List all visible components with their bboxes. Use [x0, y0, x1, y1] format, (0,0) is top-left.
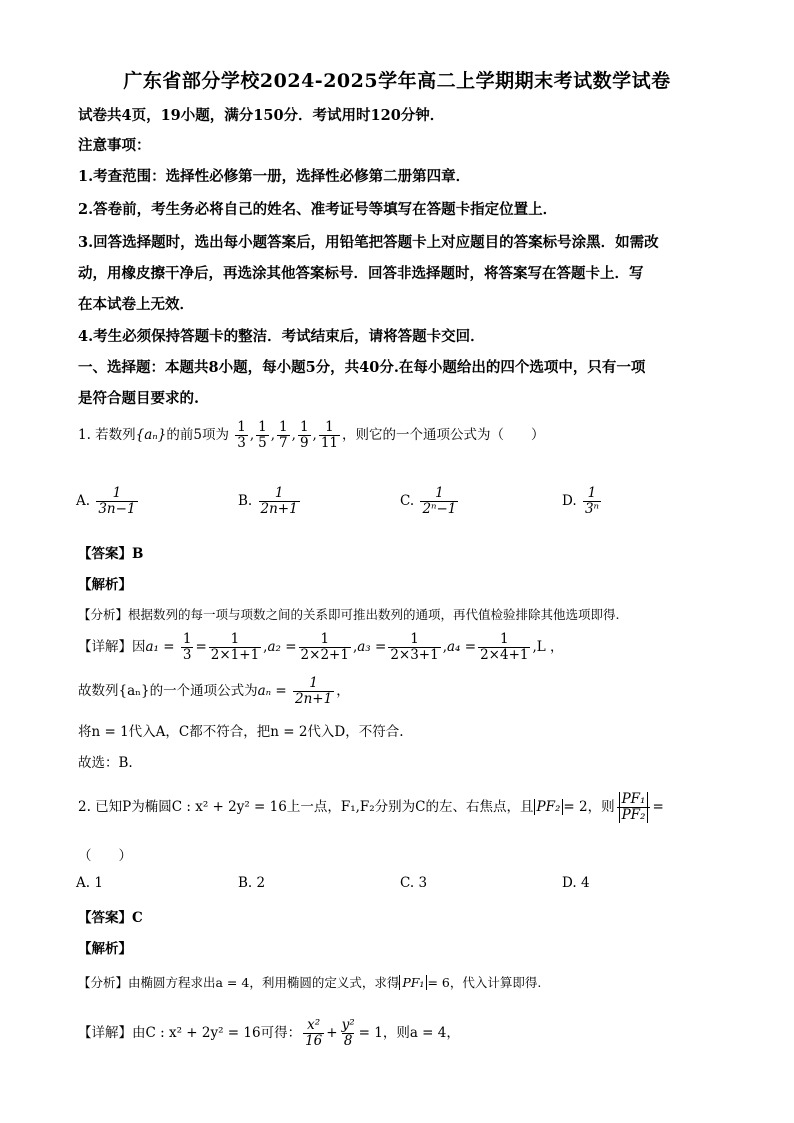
q2-option-a: A. 1	[76, 875, 103, 891]
q2-answer: 【答案】C	[78, 910, 143, 926]
term-4: $\frac{1}{9}$	[299, 419, 309, 451]
q1-analysis-tag: 【解析】	[78, 577, 132, 593]
q1-answer: 【答案】B	[78, 546, 144, 562]
notice-3-line2: 动，用橡皮擦干净后，再选涂其他答案标号．回答非选择题时，将答案写在答题卡上．写	[78, 265, 644, 282]
q2-paren: （ ）	[78, 848, 132, 864]
q2-fenxi: 【分析】由椭圆方程求出a = 4，利用椭圆的定义式，求得 PF₁ = 6，代入计算即得.	[78, 975, 542, 990]
q1-check: 将n = 1代入A，C都不符合，把n = 2代入D，不符合.	[78, 724, 404, 740]
q1-formula: 故数列{aₙ}的一个通项公式为aₙ = $\frac{1}{2n+1}$ ，	[78, 675, 350, 707]
q1-option-c: C. $\frac{1}{\text{2ⁿ−1}}$	[400, 485, 457, 517]
q2-option-c: C. 3	[400, 875, 428, 891]
q2-detail: 【详解】由C : x² + 2y² = 16可得： $\frac{\text{x²}}{16}$ + $\frac{\text{y²}}{8}$ = 1，则a = 4，	[78, 1017, 460, 1049]
section1-heading-line1: 一、选择题：本题共8小题，每小题5分，共40分.在每小题给出的四个选项中，只有一项	[78, 359, 646, 376]
q1-option-a: A. $\frac{1}{3n-1}$	[76, 485, 136, 517]
notice-heading: 注意事项：	[78, 137, 151, 154]
term-5: $\frac{1}{11}$	[320, 419, 339, 451]
q2-analysis-tag: 【解析】	[78, 941, 132, 957]
q2-option-d: D. 4	[562, 875, 590, 891]
term-1: $\frac{1}{3}$	[237, 419, 246, 451]
sequence-symbol: {aₙ}	[135, 426, 167, 443]
notice-4: 4.考生必须保持答题卡的整洁．考试结束后，请将答题卡交回．	[78, 328, 485, 345]
notice-3-line1: 3.回答选择题时，选出每小题答案后，用铅笔把答题卡上对应题目的答案标号涂黑．如需改	[78, 234, 659, 251]
q1-option-d: D. $\frac{1}{\text{3ⁿ}}$	[562, 485, 599, 517]
exam-intro: 试卷共4页，19小题，满分150分．考试用时120分钟．	[78, 107, 445, 124]
question-1: 1. 若数列{aₙ}的前5项为 $\frac{1}{3}$ , $\frac{1}{5}$ , $\frac{1}{7}$ , $\frac{1}{9}$ , $\frac{1}{11}$ ，则它的一个通项公式为（ ）	[78, 419, 545, 451]
q1-detail: 【详解】因a₁ = $\frac{1}{3}$ = $\frac{1}{2\times 1+1}$ ,a₂ = $\frac{1}{2\times 2+1}$ ,a₃ = $\frac{1}{2\times 3+1}$ ,a₄ = $\frac{1}{2\times 4+1}$ ,L ，	[78, 631, 564, 663]
question-2: 2. 已知P为椭圆C : x² + 2y² = 16上一点，F₁,F₂分别为C的左、右焦点，且 PF₂ = 2，则 $\frac{\text{PF₁}}{\text{PF₂}}$ =	[78, 791, 664, 823]
section1-heading-line2: 是符合题目要求的.	[78, 390, 200, 407]
q2-option-b: B. 2	[238, 875, 266, 891]
notice-2: 2.答卷前，考生务必将自己的姓名、准考证号等填写在答题卡指定位置上．	[78, 201, 558, 218]
term-3: $\frac{1}{7}$	[279, 419, 288, 451]
q1-fenxi: 【分析】根据数列的每一项与项数之间的关系即可推出数列的通项，再代值检验排除其他选项即得.	[78, 607, 620, 622]
q1-option-b: B. $\frac{1}{2n+1}$	[238, 485, 298, 517]
notice-3-line3: 在本试卷上无效．	[78, 296, 194, 313]
term-2: $\frac{1}{5}$	[258, 419, 267, 451]
notice-1: 1.考查范围：选择性必修第一册，选择性必修第二册第四章．	[78, 168, 471, 185]
q1-choice: 故选：B.	[78, 755, 133, 771]
page-title: 广东省部分学校2024-2025学年高二上学期期末考试数学试卷	[123, 70, 671, 92]
